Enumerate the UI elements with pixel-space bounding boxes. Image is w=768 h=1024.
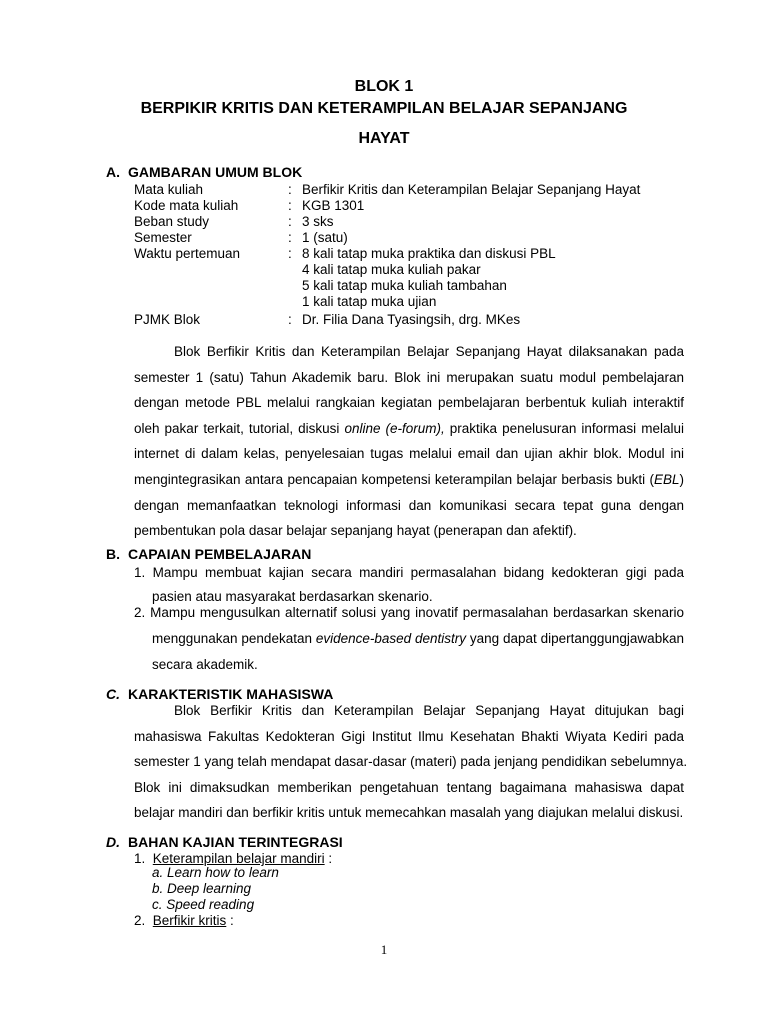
paragraph-text: praktika penelusuran informasi melalui — [449, 420, 684, 436]
section-b-letter: B. — [106, 546, 120, 562]
paragraph-line: Blok ini dimaksudkan memberikan pengetahuan tentang bagaimana mahasiswa dapat — [134, 779, 684, 795]
doc-title-line2: BERPIKIR KRITIS DAN KETERAMPILAN BELAJAR SEPANJANG — [140, 100, 628, 117]
info-label: Kode mata kuliah — [134, 198, 239, 213]
info-colon: : — [288, 312, 292, 327]
list-item-text: yang dapat dipertanggungjawabkan — [469, 631, 684, 646]
list-item-line: pasien atau masyarakat berdasarkan skenario. — [152, 589, 433, 604]
section-d-item-1 — [134, 851, 332, 866]
paragraph-italic-text: online (e-forum), — [344, 420, 445, 436]
info-value: 1 (satu) — [302, 230, 348, 245]
section-b-item-1 — [134, 560, 684, 586]
section-b-title: CAPAIAN PEMBELAJARAN — [128, 546, 312, 562]
info-label: PJMK Blok — [134, 312, 201, 327]
info-value: Berfikir Kritis dan Keterampilan Belajar Sepanjang Hayat — [302, 182, 641, 197]
doc-title-line1: BLOK 1 — [354, 78, 414, 95]
list-item-text: menggunakan pendekatan — [152, 631, 312, 646]
list-item-line: 1. Mampu membuat kajian secara mandiri permasalahan bidang kedokteran gigi pada — [134, 565, 684, 580]
list-item-label: Keterampilan belajar mandiri — [152, 851, 325, 866]
sub-item: c. Speed reading — [152, 897, 255, 912]
info-colon: : — [288, 230, 292, 245]
sub-item: a. Learn how to learn — [152, 865, 279, 880]
paragraph-line — [134, 416, 684, 442]
paragraph-line — [134, 467, 684, 493]
info-label: Semester — [134, 230, 192, 245]
section-b-item-2 — [134, 600, 684, 626]
list-number: 1. — [134, 851, 146, 866]
paragraph-line: Blok Berfikir Kritis dan Keterampilan Belajar Sepanjang Hayat dilaksanakan pada — [174, 344, 684, 359]
section-a-title: GAMBARAN UMUM BLOK — [128, 164, 303, 180]
section-c-title: KARAKTERISTIK MAHASISWA — [128, 686, 334, 702]
paragraph-text: oleh pakar terkait, tutorial, diskusi — [134, 420, 340, 436]
sub-item: b. Deep learning — [152, 881, 252, 896]
info-value: 8 kali tatap muka praktika dan diskusi PBL — [302, 246, 556, 261]
info-value: Dr. Filia Dana Tyasingsih, drg. MKes — [302, 312, 521, 327]
info-colon: : — [288, 246, 292, 261]
paragraph-italic-text: EBL — [653, 471, 680, 487]
info-value: 5 kali tatap muka kuliah tambahan — [302, 278, 507, 293]
info-colon: : — [288, 198, 292, 213]
paragraph-line: belajar mandiri dan berfikir kritis untuk memecahkan masalah yang diajukan melalui diskusi. — [134, 805, 684, 821]
section-d-heading — [106, 834, 343, 850]
info-value: 1 kali tatap muka ujian — [302, 294, 437, 309]
list-item-italic-text: evidence-based dentistry — [315, 631, 467, 646]
paragraph-line: Blok Berfikir Kritis dan Keterampilan Belajar Sepanjang Hayat ditujukan bagi — [174, 703, 684, 718]
section-a-letter: A. — [106, 164, 120, 180]
paragraph-line: pembentukan pola dasar belajar sepanjang hayat (penerapan dan afektif). — [134, 523, 577, 539]
paragraph-line: internet di dalam kelas, penyelesaian tugas melalui email dan ujian akhir blok. Modul ini — [134, 446, 684, 462]
info-value: 3 sks — [302, 214, 334, 229]
paragraph-line: dengan metode PBL melalui rangkaian kegiatan pembelajaran berbentuk kuliah interaktif — [134, 395, 684, 411]
info-label: Beban study — [134, 214, 210, 229]
doc-title-line3: HAYAT — [358, 130, 410, 147]
list-item-line: secara akademik. — [152, 656, 258, 672]
info-value: KGB 1301 — [302, 198, 365, 213]
section-b-item-2-cont — [152, 626, 684, 677]
info-value: 4 kali tatap muka kuliah pakar — [302, 262, 481, 277]
info-colon: : — [288, 214, 292, 229]
section-d-title: BAHAN KAJIAN TERINTEGRASI — [128, 834, 343, 850]
list-item-colon: : — [226, 913, 234, 928]
paragraph-text: ) — [679, 471, 684, 487]
list-item-line — [152, 626, 684, 652]
info-label: Waktu pertemuan — [134, 246, 241, 261]
list-item-label: Berfikir kritis — [152, 913, 227, 928]
paragraph-line: dengan memanfaatkan teknologi informasi dan komunikasi secara tepat guna dengan — [134, 497, 684, 513]
section-a-paragraph — [134, 339, 684, 544]
info-label: Mata kuliah — [134, 182, 204, 197]
paragraph-line: mahasiswa Fakultas Kedokteran Gigi Institut Ilmu Kesehatan Bhakti Wiyata Kediri pada — [134, 728, 684, 744]
section-a-heading — [106, 164, 302, 180]
list-item-colon: : — [324, 851, 333, 866]
section-c-paragraph — [134, 698, 688, 826]
paragraph-line: semester 1 yang telah mendapat dasar-dasar (materi) pada jenjang pendidikan sebelumnya. — [134, 754, 688, 770]
section-c-letter: C. — [106, 686, 120, 702]
paragraph-text: mengintegrasikan antara pencapaian kompetensi keterampilan belajar berbasis bukti ( — [134, 471, 654, 487]
info-colon: : — [288, 182, 292, 197]
section-d-item-2 — [134, 913, 234, 928]
section-d-letter: D. — [106, 834, 120, 850]
paragraph-line: semester 1 (satu) Tahun Akademik baru. Blok ini merupakan suatu modul pembelajaran — [134, 369, 684, 385]
list-number: 2. — [134, 913, 146, 928]
list-item-line: 2. Mampu mengusulkan alternatif solusi yang inovatif permasalahan berdasarkan skenario — [134, 605, 684, 620]
page-number: 1 — [380, 942, 388, 957]
